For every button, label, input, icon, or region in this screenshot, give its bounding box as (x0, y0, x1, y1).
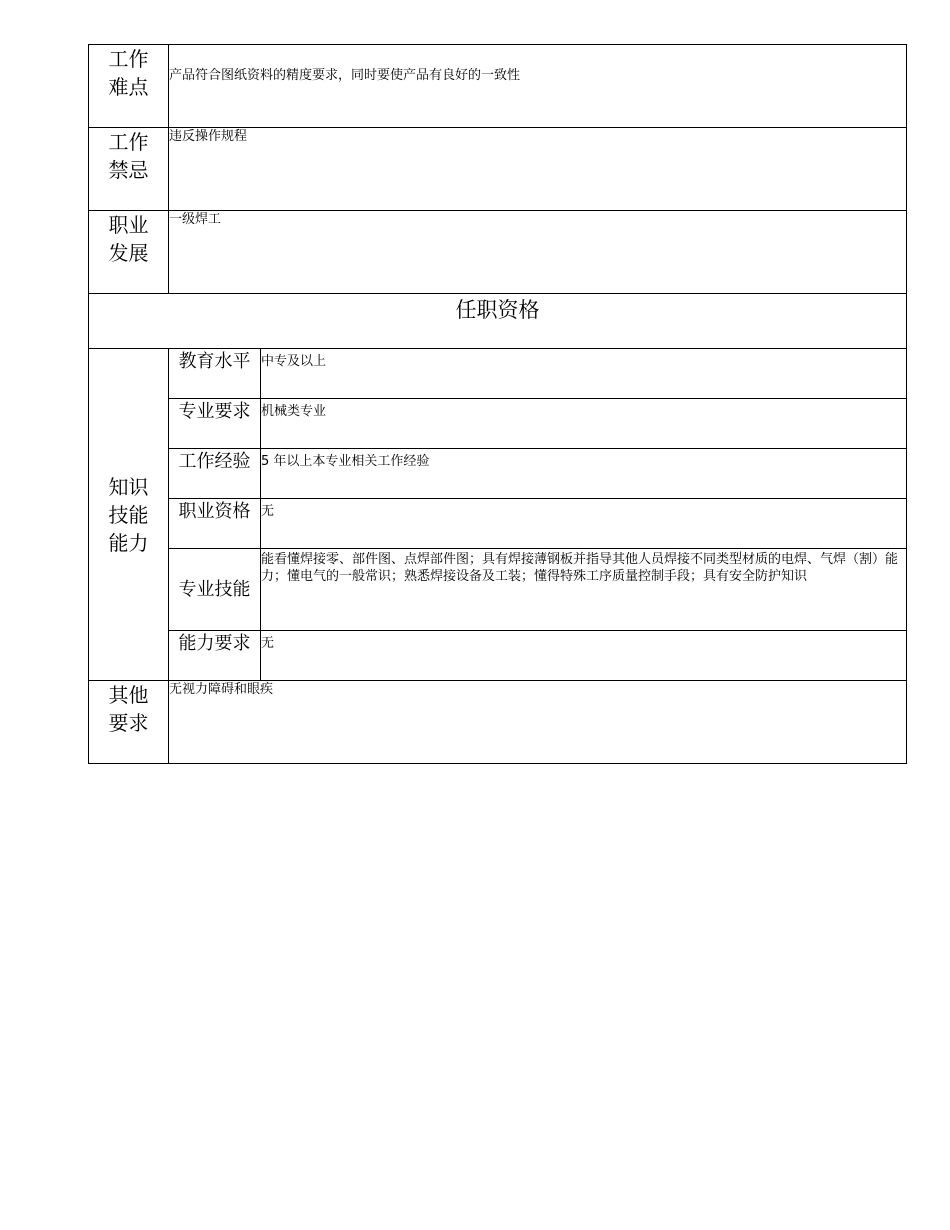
ability-requirement-label: 能力要求 (169, 631, 261, 681)
row-work-taboo (89, 128, 907, 211)
row-career-development (89, 211, 907, 294)
education-level-value: 中专及以上 (261, 349, 907, 399)
qualification-row-certification (89, 499, 907, 549)
major-requirement-label: 专业要求 (169, 399, 261, 449)
job-description-table (88, 44, 907, 764)
major-requirement-value: 机械类专业 (261, 399, 907, 449)
qualification-row-skills (89, 549, 907, 631)
qualification-row-experience (89, 449, 907, 499)
work-experience-value: 5 年以上本专业相关工作经验 (261, 449, 907, 499)
work-difficulty-label: 工作 难点 (89, 45, 169, 128)
professional-qualification-value: 无 (261, 499, 907, 549)
ability-requirement-value: 无 (261, 631, 907, 681)
other-requirements-label: 其他 要求 (89, 681, 169, 764)
qualification-row-major (89, 399, 907, 449)
work-experience-label: 工作经验 (169, 449, 261, 499)
knowledge-skill-ability-label: 知识 技能 能力 (89, 349, 169, 681)
education-level-label: 教育水平 (169, 349, 261, 399)
professional-qualification-label: 职业资格 (169, 499, 261, 549)
work-taboo-label: 工作 禁忌 (89, 128, 169, 211)
professional-skills-value: 能看懂焊接零、部件图、点焊部件图；具有焊接薄钢板并指导其他人员焊接不同类型材质的电焊、气焊（割）能力；懂电气的一般常识；熟悉焊接设备及工装；懂得特殊工序质量控制手段；具有安全防护知识 (261, 549, 907, 631)
qualification-row-education (89, 349, 907, 399)
career-development-label: 职业 发展 (89, 211, 169, 294)
row-qualification-title (89, 294, 907, 349)
other-requirements-value: 无视力障碍和眼疾 (169, 681, 907, 764)
career-development-value: 一级焊工 (169, 211, 907, 294)
qualification-section-title: 任职资格 (89, 294, 907, 349)
work-taboo-value: 违反操作规程 (169, 128, 907, 211)
professional-skills-label: 专业技能 (169, 549, 261, 631)
work-difficulty-value: 产品符合图纸资料的精度要求，同时要使产品有良好的一致性 (169, 45, 907, 128)
row-other-requirements (89, 681, 907, 764)
row-work-difficulty (89, 45, 907, 128)
qualification-row-ability (89, 631, 907, 681)
